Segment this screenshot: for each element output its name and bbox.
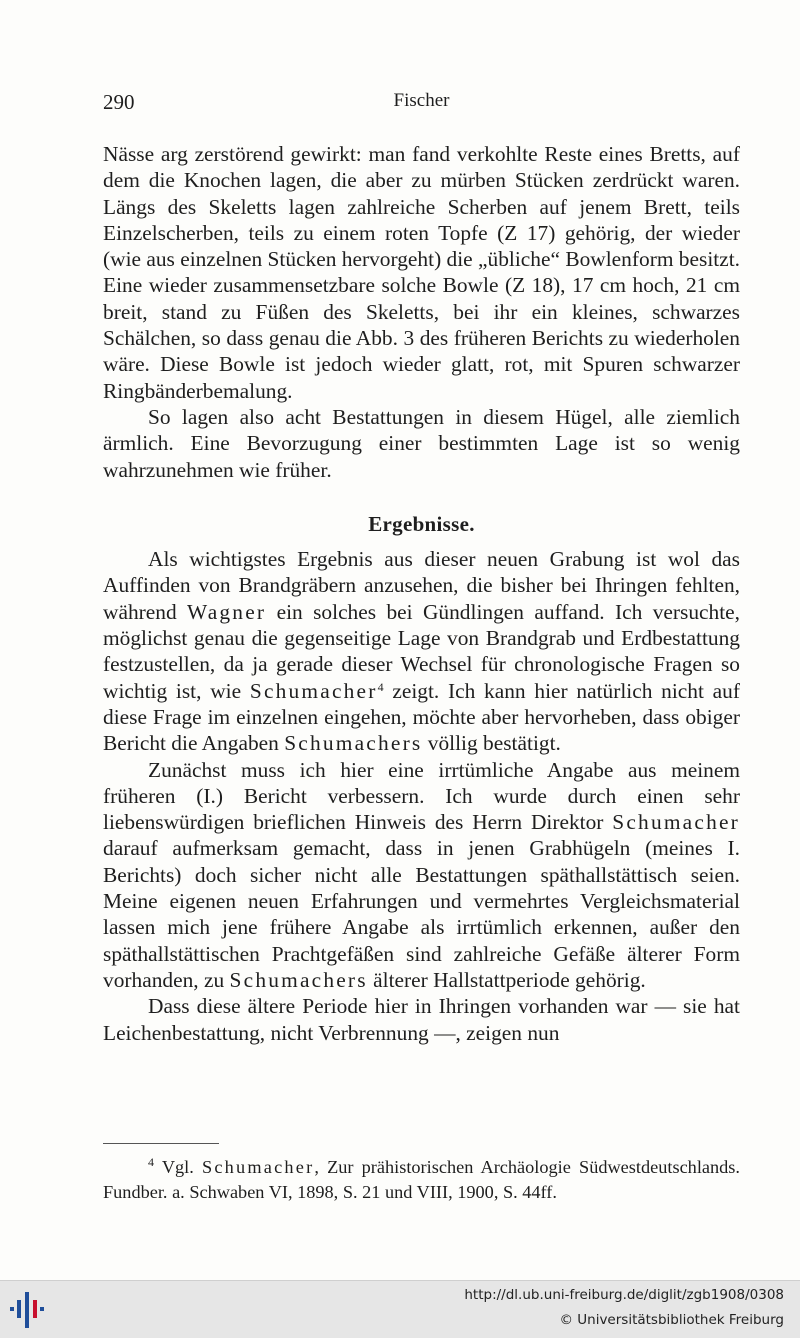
body-text xyxy=(103,141,740,1046)
permalink-url[interactable]: http://dl.ub.uni-freiburg.de/diglit/zgb1908/0308 xyxy=(464,1287,784,1303)
author-name-schumachers-2: Schumachers xyxy=(229,967,368,992)
paragraph-4-text-a: Zunächst muss ich hier eine irrtümliche Angabe aus meinem früheren (I.) Bericht verbessern. Ich wurde durch einen sehr liebenswürdigen brieflichen Hinweis des Herrn Direktor xyxy=(103,757,740,835)
paragraph-4 xyxy=(103,757,740,994)
paragraph-3-text-a: Als wichtigstes Ergebnis aus dieser neuen Grabung ist wol das Auffinden von Brandgräbern anzusehen, die bisher bei Ihringen fehlten, während xyxy=(103,547,740,624)
paragraph-3-text-c: zeigt. Ich kann hier natürlich nicht auf diese Frage im einzelnen eingehen, möchte aber hervorheben, dass obiger Bericht die Angaben xyxy=(103,678,740,756)
footnote-text-b: , Zur prähistorischen Archäologie Südwestdeutschlands. Fundber. a. Schwaben VI, 1898, S. 21 und VIII, 1900, S. 44ff. xyxy=(103,1157,740,1202)
footnote-author: Schumacher xyxy=(202,1157,315,1177)
running-head xyxy=(103,90,740,118)
author-name-schumacher: Schumacher xyxy=(249,678,378,703)
paragraph-4-text-c: älterer Hallstattperiode gehörig. xyxy=(367,967,646,992)
paragraph-5: Dass diese ältere Periode hier in Ihringen vorhanden war — sie hat Leichenbestattung, nicht Verbrennung —, zeigen nun xyxy=(103,994,740,1045)
paragraph-3-text-b: ein solches bei Gündlingen auffand. Ich versuchte, möglichst genau die gegenseitige Lage von Brandgrab und Erdbestattung festzustellen, da ja gerade dieser Wechsel für chronologische Fragen so wichtig ist, wie xyxy=(103,599,740,703)
copyright-notice: © Universitätsbibliothek Freiburg xyxy=(559,1312,784,1328)
author-name-schumacher-2: Schumacher xyxy=(612,810,740,835)
footnote-marker: 4 xyxy=(148,1155,154,1169)
footnote xyxy=(103,1155,740,1205)
paragraph-1: Nässe arg zerstörend gewirkt: man fand verkohlte Reste eines Bretts, auf dem die Knochen lagen, die aber zu mürben Stücken zerdrückt waren. Längs des Skeletts lagen zahlreiche Scherben auf jenem Brett, teils Einzelscherben, teils zu einem roten Topfe (Z 17) gehörig, der wieder (wie aus einzelnen Stücken hervorgeht) die „übliche“ Bowlenform besitzt. Eine wieder zusammensetzbare solche Bowle (Z 18), 17 cm hoch, 21 cm breit, stand zu Füßen des Skeletts, bei ihr ein kleines, schwarzes Schälchen, so dass genau die Abb. 3 des früheren Berichts zu wiederholen wäre. Diese Bowle ist jedoch wieder glatt, rot, mit Spuren schwarzer Ringbänderbemalung. xyxy=(103,142,740,403)
paragraph-2: So lagen also acht Bestattungen in diesem Hügel, alle ziemlich ärmlich. Eine Bevorzugung einer bestimmten Lage ist so wenig wahrzunehmen wie früher. xyxy=(103,404,740,482)
header-title: Fischer xyxy=(393,90,450,111)
footnote-divider xyxy=(103,1143,219,1144)
paragraph-3 xyxy=(103,546,740,756)
paragraph-3-text-d: völlig bestätigt. xyxy=(422,731,561,756)
viewer-footer-bar xyxy=(0,1280,800,1338)
footnote-reference: 4 xyxy=(377,679,384,694)
ub-freiburg-logo-icon[interactable] xyxy=(8,1290,46,1330)
page-number: 290 xyxy=(103,90,135,114)
paragraph-4-text-b: darauf aufmerksam gemacht, dass in jenen Grabhügeln (meines I. Berichts) doch sicher nicht alle Bestattungen späthallstättisch seien. Meine eigenen neuen Erfahrungen und vermehrtes Vergleichsmaterial lassen mich jene frühere Angabe als irrtümlich erkennen, außer den späthallstättischen Prachtgefäßen sind zahlreiche Gefäße älterer Form vorhanden, zu xyxy=(103,836,740,992)
footnote-text-a: Vgl. xyxy=(154,1157,202,1177)
author-name-wagner: Wagner xyxy=(187,599,267,624)
author-name-schumachers: Schumachers xyxy=(284,731,423,756)
section-heading: Ergebnisse. xyxy=(368,511,475,536)
